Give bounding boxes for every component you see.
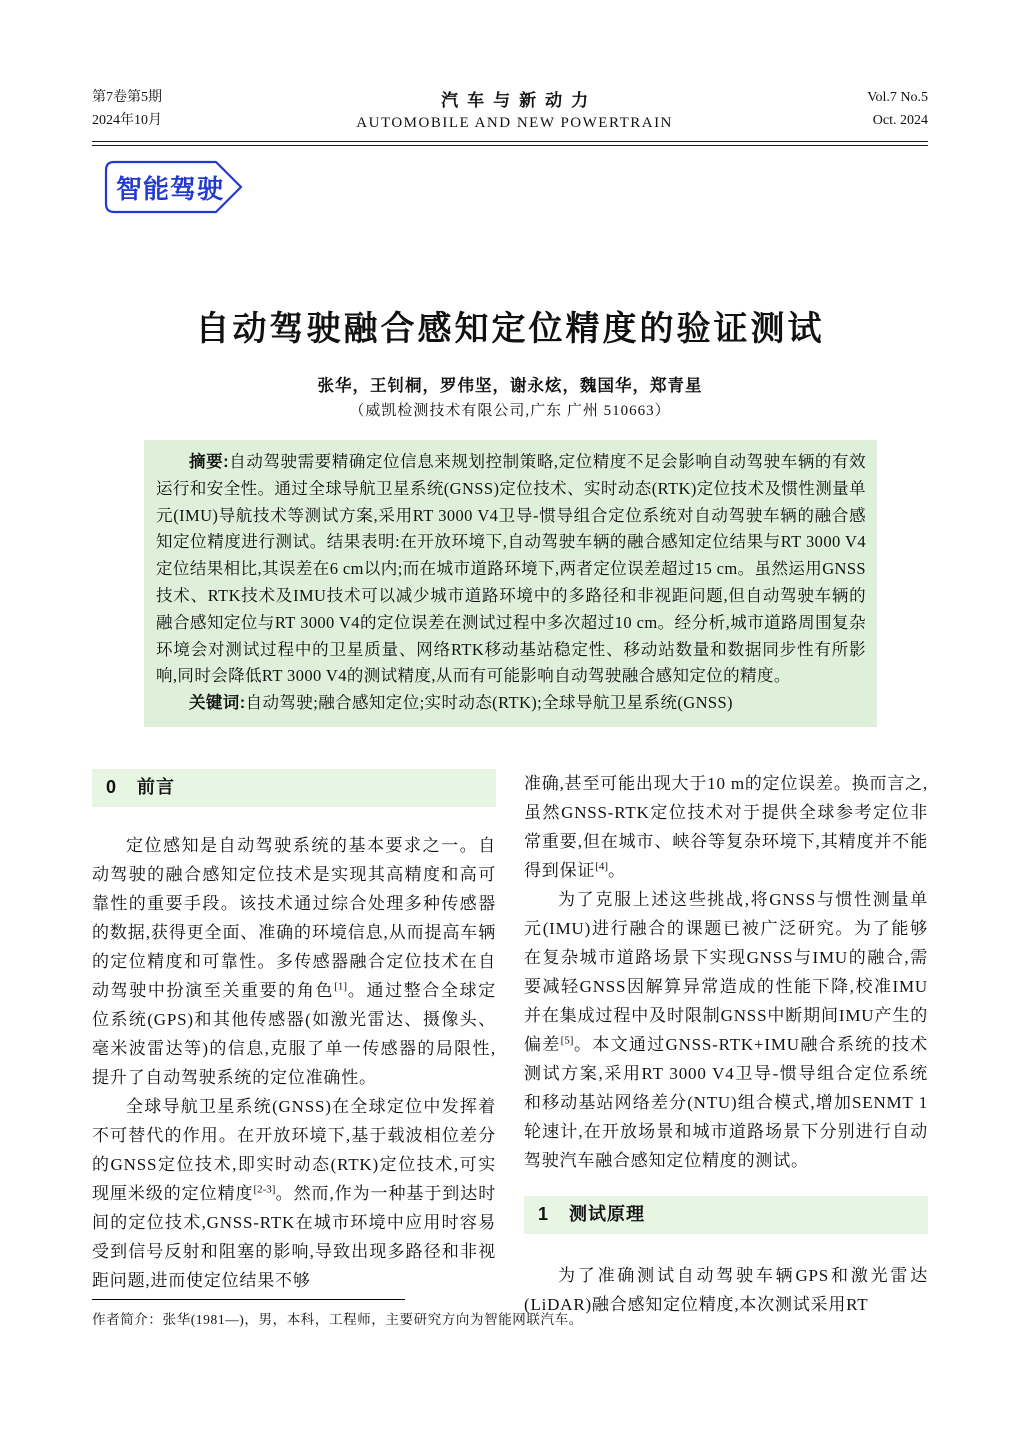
header-issue-en xyxy=(867,86,928,132)
section-0-title: 前言 xyxy=(137,777,176,797)
journal-title-en: AUTOMOBILE AND NEW POWERTRAIN xyxy=(356,115,673,131)
date-en: Oct. 2024 xyxy=(872,113,928,128)
abstract-label: 摘要: xyxy=(189,453,230,471)
paragraph-intro-1 xyxy=(92,831,496,1092)
paragraph-intro-4-text: 为了克服上述这些挑战,将GNSS与惯性测量单元(IMU)进行融合的课题已被广泛研究。为了能够在复杂城市道路场景下实现GNSS与IMU的融合,需要减轻GNSS因解算异常造成的性能下降,校准IMU并在集成过程中及时限制GNSS中断期间IMU产生的偏差 xyxy=(524,890,928,1054)
section-0-number: 0 xyxy=(106,777,118,797)
paragraph-section1-1: 为了准确测试自动驾驶车辆GPS和激光雷达(LiDAR)融合感知定位精度,本次测试采用RT xyxy=(524,1266,928,1314)
section-1-title: 测试原理 xyxy=(569,1204,646,1224)
article-affiliation: （威凯检测技术有限公司,广东 广州 510663） xyxy=(349,403,671,419)
keywords-text: 自动驾驶;融合感知定位;实时动态(RTK);全球导航卫星系统(GNSS) xyxy=(245,693,733,713)
paragraph-intro-4 xyxy=(524,885,928,1175)
header-issue-cn xyxy=(92,86,162,132)
body-columns xyxy=(92,769,928,1319)
paragraph-intro-1-text: 定位感知是自动驾驶系统的基本要求之一。自动驾驶的融合感知定位技术是实现其高精度和高可靠性的重要手段。该技术通过综合处理多种传感器的数据,获得更全面、准确的环境信息,从而提高车辆的定位精度和可靠性。多传感器融合定位技术在自动驾驶中扮演至关重要的角色 xyxy=(92,836,496,1000)
column-badge xyxy=(104,160,250,214)
right-column xyxy=(524,769,928,1319)
abstract-paragraph xyxy=(156,449,866,690)
section-heading-0 xyxy=(92,769,496,807)
vol-issue-en: Vol.7 No.5 xyxy=(867,90,928,105)
abstract-box xyxy=(144,440,877,727)
citation-4: [5] xyxy=(560,1034,574,1047)
journal-title-block xyxy=(356,86,673,132)
paragraph-intro-3-end: 。 xyxy=(608,861,626,880)
citation-2: [2-3] xyxy=(253,1183,276,1196)
section-1-number: 1 xyxy=(538,1204,550,1224)
article-authors: 张华，王钊桐，罗伟坚，谢永炫，魏国华，郑青星 xyxy=(317,377,703,395)
paragraph-intro-2 xyxy=(92,1092,496,1295)
section-heading-1 xyxy=(524,1196,928,1234)
paragraph-intro-2-text: 全球导航卫星系统(GNSS)在全球定位中发挥着不可替代的作用。在开放环境下,基于载波相位差分的GNSS定位技术,即实时动态(RTK)定位技术,可实现厘米级的定位精度 xyxy=(92,1097,496,1203)
abstract-text: 自动驾驶需要精确定位信息来规划控制策略,定位精度不足会影响自动驾驶车辆的有效运行和安全性。通过全球导航卫星系统(GNSS)定位技术、实时动态(RTK)定位技术及惯性测量单元(IMU)导航技术等测试方案,采用RT 3000 V4卫导-惯导组合定位系统对自动驾驶车辆的融合感知定位精度进行测试。结果表明:在开放环境下,自动驾驶车辆的融合感知定位结果与RT 3000 V4定位结果相比,其误差在6 cm以内;而在城市道路环境下,两者定位误差超过15 cm。虽然运用GNSS技术、RTK技术及IMU技术可以减少城市道路环境中的多路径和非视距问题,但自动驾驶车辆的融合感知定位与RT 3000 V4的定位误差在测试过程中多次超过10 cm。经分析,城市道路周围复杂环境会对测试过程中的卫星质量、网络RTK移动基站稳定性、移动站数量和数据同步性有所影响,同时会降低RT 3000 V4的测试精度,从而有可能影响自动驾驶融合感知定位的精度。 xyxy=(156,452,866,686)
column-badge-label: 智能驾驶 xyxy=(115,173,224,204)
left-column xyxy=(92,769,496,1319)
date-cn: 2024年10月 xyxy=(92,113,162,128)
vol-issue-cn: 第7卷第5期 xyxy=(92,90,162,105)
citation-1: [1] xyxy=(334,980,347,993)
paragraph-intro-2-cont: 。然而,作为一种基于到达时间的定位技术,GNSS-RTK在城市环境中应用时容易受到信号反射和阻塞的影响,导致出现多路径和非视距问题,进而使定位结果不够 xyxy=(92,1184,496,1290)
citation-3: [4] xyxy=(595,860,609,873)
keywords-label: 关键词: xyxy=(189,694,246,713)
footnote-divider xyxy=(92,1299,405,1300)
author-bio-note: 作者简介：张华(1981—)，男，本科，工程师，主要研究方向为智能网联汽车。 xyxy=(92,1312,583,1327)
paragraph-intro-2-overflow xyxy=(524,769,928,885)
journal-title-cn: 汽车与新动力 xyxy=(441,91,598,110)
header-divider xyxy=(92,141,928,146)
page-header xyxy=(92,86,928,132)
article-title: 自动驾驶融合感知定位精度的验证测试 xyxy=(195,310,825,348)
paragraph-intro-3-text: 准确,甚至可能出现大于10 m的定位误差。换而言之,虽然GNSS-RTK定位技术对于提供全球参考定位非常重要,但在城市、峡谷等复杂环境下,其精度并不能得到保证 xyxy=(524,774,928,880)
keywords-line xyxy=(156,690,866,717)
paragraph-intro-4-cont: 。本文通过GNSS-RTK+IMU融合系统的技术测试方案,采用RT 3000 V4卫导-惯导组合定位系统和移动基站网络差分(NTU)组合模式,增加SENMT 1轮速计,在开放场景和城市道路场景下分别进行自动驾驶汽车融合感知定位精度的测试。 xyxy=(524,1035,928,1170)
paragraph-intro-1-cont: 。通过整合全球定位系统(GPS)和其他传感器(如激光雷达、摄像头、毫米波雷达等)的信息,克服了单一传感器的局限性,提升了自动驾驶系统的定位准确性。 xyxy=(92,981,496,1087)
